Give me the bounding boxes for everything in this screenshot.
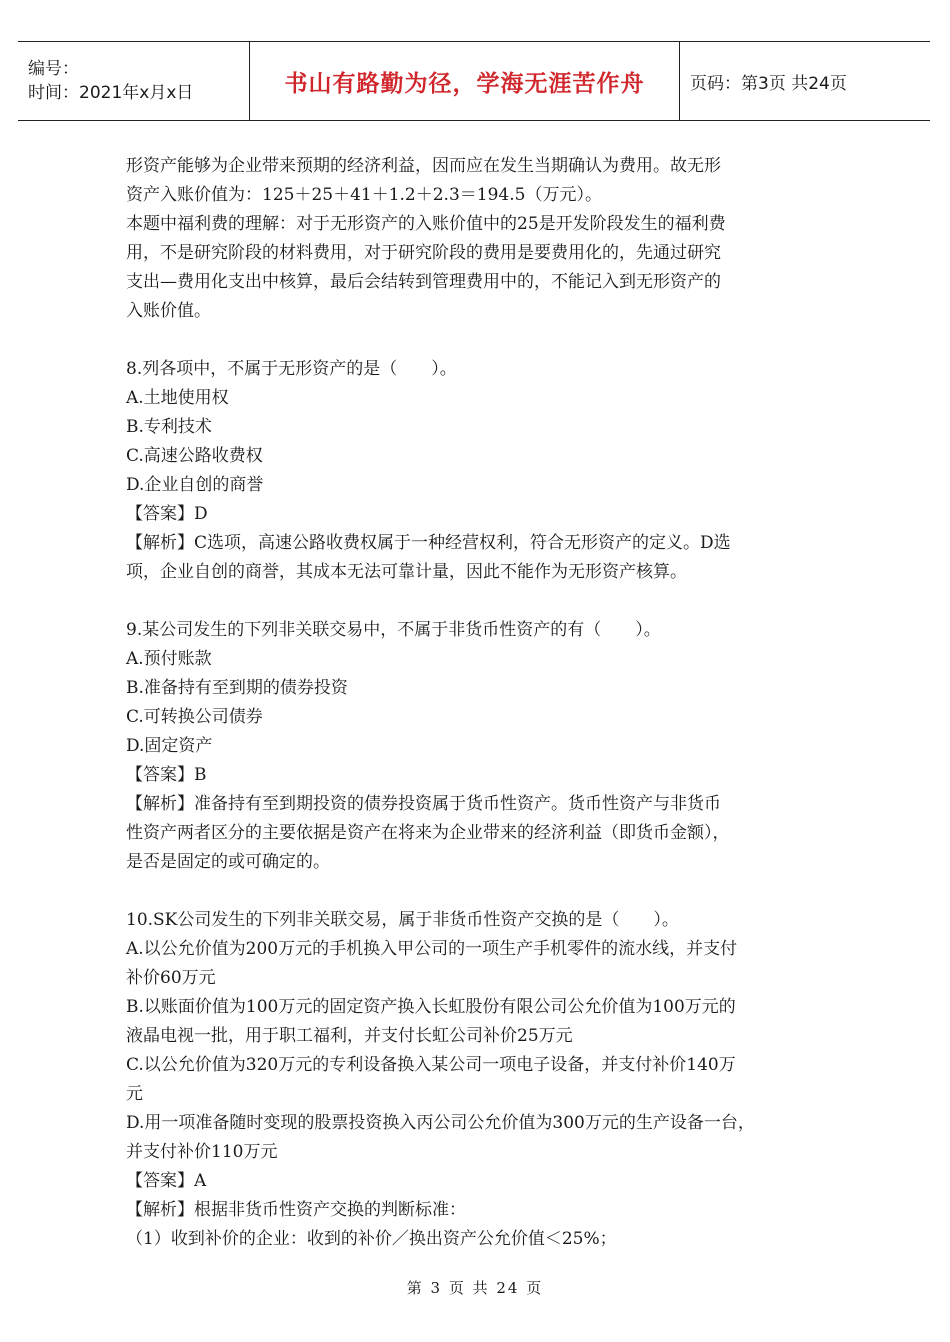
document-number-label: 编号： (28, 59, 79, 79)
text-line: 【解析】C选项，高速公路收费权属于一种经营权利，符合无形资产的定义。D选 (126, 533, 731, 553)
paragraph-gap (126, 326, 826, 355)
text-line: B.准备持有至到期的债券投资 (126, 678, 348, 698)
text-line: 【答案】A (126, 1171, 207, 1191)
header-motto: 书山有路勤为径，学海无涯苦作舟 (250, 42, 680, 120)
text-line: D.企业自创的商誉 (126, 475, 264, 495)
page-header (18, 41, 930, 121)
text-line: 【答案】B (126, 765, 207, 785)
text-line: A.预付账款 (126, 649, 212, 669)
text-line: A.以公允价值为200万元的手机换入甲公司的一项生产手机零件的流水线，并支付 (126, 939, 738, 959)
text-line: B.以账面价值为100万元的固定资产换入长虹股份有限公司公允价值为100万元的 (126, 997, 736, 1017)
text-line: 8.列各项中，不属于无形资产的是（ ）。 (126, 359, 457, 379)
text-line: 【解析】根据非货币性资产交换的判断标准： (126, 1200, 466, 1220)
text-line: 入账价值。 (126, 301, 211, 321)
paragraph-gap (126, 877, 826, 906)
paragraph-gap (126, 587, 826, 616)
text-line: C.可转换公司债券 (126, 707, 263, 727)
text-line: 9.某公司发生的下列非关联交易中，不属于非货币性资产的有（ ）。 (126, 620, 661, 640)
text-line: D.固定资产 (126, 736, 213, 756)
page-footer: 第 3 页 共 24 页 (406, 1279, 544, 1297)
text-line: B.专利技术 (126, 417, 212, 437)
header-page-info: 页码：第3页 共24页 (690, 73, 847, 94)
text-line: 元 (126, 1084, 143, 1104)
text-line: 液晶电视一批，用于职工福利，并支付长虹公司补价25万元 (126, 1026, 573, 1046)
text-line: 资产入账价值为：125＋25＋41＋1.2＋2.3＝194.5（万元）。 (126, 185, 602, 205)
text-line: 性资产两者区分的主要依据是资产在将来为企业带来的经济利益（即货币金额）， (126, 823, 730, 843)
text-line: 【解析】准备持有至到期投资的债券投资属于货币性资产。货币性资产与非货币 (126, 794, 721, 814)
header-meta (18, 42, 250, 120)
text-line: 支出—费用化支出中核算，最后会结转到管理费用中的，不能记入到无形资产的 (126, 272, 721, 292)
text-line: C.以公允价值为320万元的专利设备换入某公司一项电子设备，并支付补价140万 (126, 1055, 736, 1075)
text-line: （1）收到补价的企业：收到的补价／换出资产公允价值＜25%； (126, 1229, 617, 1249)
text-line: D.用一项准备随时变现的股票投资换入丙公司公允价值为300万元的生产设备一台， (126, 1113, 755, 1133)
text-line: 补价60万元 (126, 968, 216, 988)
text-line: 本题中福利费的理解：对于无形资产的入账价值中的25是开发阶段发生的福利费 (126, 214, 726, 234)
text-line: 是否是固定的或可确定的。 (126, 852, 330, 872)
text-line: 10.SK公司发生的下列非关联交易，属于非货币性资产交换的是（ ）。 (126, 910, 679, 930)
document-time-label: 时间：2021年x月x日 (28, 83, 194, 103)
text-line: A.土地使用权 (126, 388, 229, 408)
text-line: 项，企业自创的商誉，其成本无法可靠计量，因此不能作为无形资产核算。 (126, 562, 687, 582)
text-line: 形资产能够为企业带来预期的经济利益，因而应在发生当期确认为费用。故无形 (126, 156, 721, 176)
document-body (126, 152, 826, 1254)
text-line: 【答案】D (126, 504, 208, 524)
text-line: 并支付补价110万元 (126, 1142, 278, 1162)
text-line: 用，不是研究阶段的材料费用，对于研究阶段的费用是要费用化的，先通过研究 (126, 243, 721, 263)
text-line: C.高速公路收费权 (126, 446, 263, 466)
